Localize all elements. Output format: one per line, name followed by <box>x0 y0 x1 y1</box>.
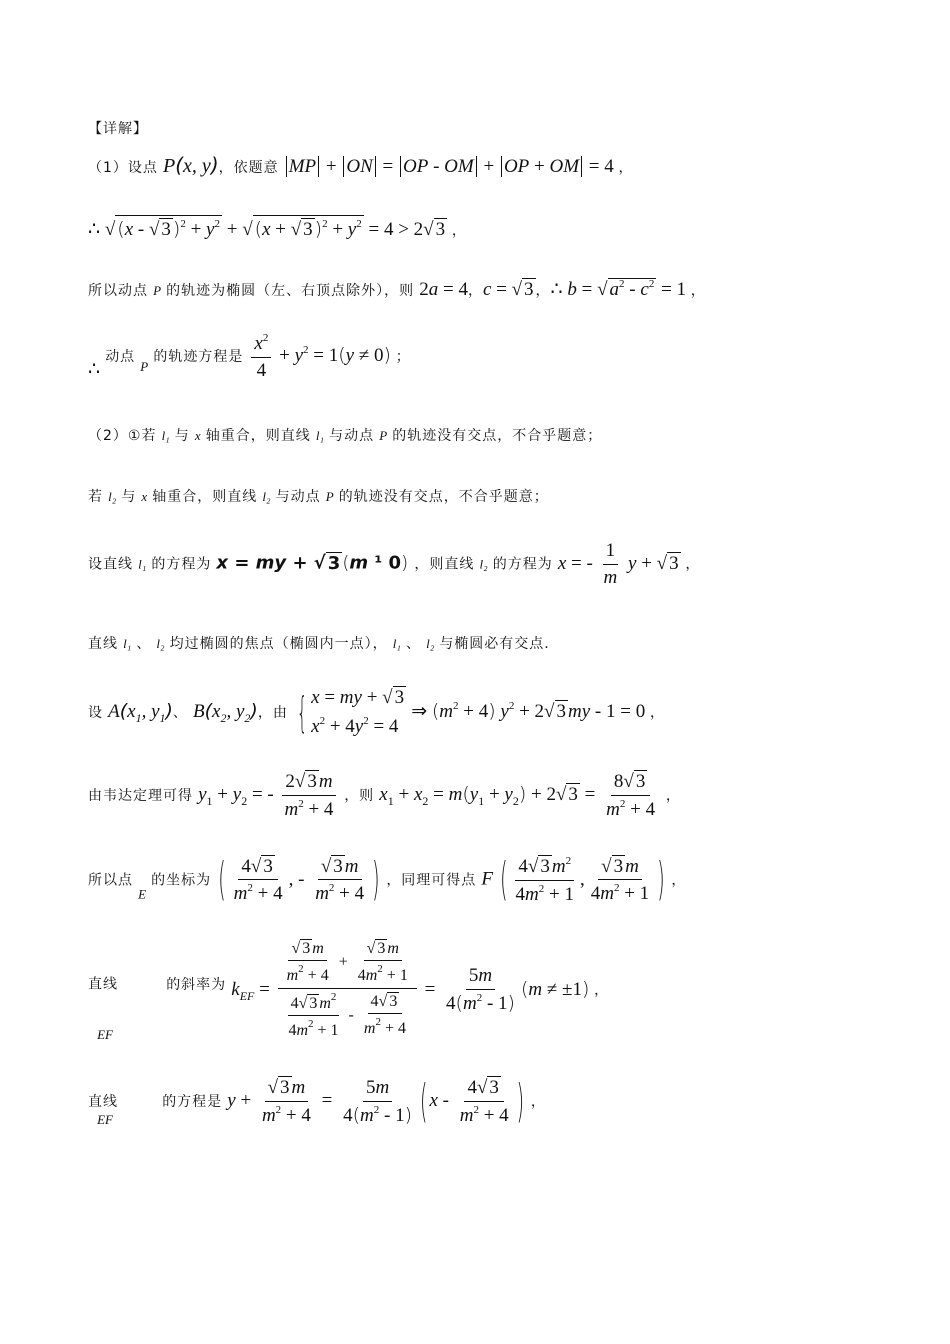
p1-mid: ，依题意 <box>218 160 279 176</box>
p8-l1: l₁ <box>123 636 132 651</box>
p8-l2: l₂ <box>156 636 165 651</box>
p11-ecoord: ( $\frac{4√ 3}{m^2 + 4}$ , - $\frac{√ 3 m}{m^2 + 4}$ ) <box>218 853 380 907</box>
p3-end: ， <box>690 283 706 299</box>
p6-t5: 的轨迹没有交点，不合乎题意； <box>338 489 549 505</box>
paragraph-5 <box>88 425 890 445</box>
paragraph-7 <box>88 540 890 589</box>
p10-t2: ，则 <box>344 788 375 805</box>
p6-l2b: l₂ <box>262 489 271 504</box>
p9-sep: 、 <box>172 705 188 721</box>
p8-t2: 均过椭圆的焦点（椭圆内一点）， <box>169 636 388 652</box>
p13-end: ， <box>530 1094 546 1111</box>
p8-sep: 、 <box>136 636 152 652</box>
paragraph-1 <box>88 153 890 178</box>
p7-t4: 的方程为 <box>492 556 553 573</box>
p5-t2: 与 <box>174 428 190 444</box>
p11-point-f: F <box>481 868 494 890</box>
p7-eq1: x = my + √ 3 (m ¹ 0) <box>216 552 409 574</box>
p11-fcoord: ( $\frac{4√ 3 m^2}{4m^2 + 1}$ , $\frac{√ 3 m}{4m^2 + 1}$ ) <box>500 853 665 907</box>
p9-point-b: $B(x_2$, $y_2$) <box>193 700 258 725</box>
p8-l2b: l₂ <box>426 636 435 651</box>
p5-t4: 与动点 <box>329 428 375 444</box>
p12-t2: 的斜率为 <box>166 976 227 993</box>
p2-expr: ∴ √ (x - √ 3 )$^2 + y^2$ + √ (x + √ 3 )$^2 + y^2 = 4 > 2√$ 3 <box>88 215 452 240</box>
p1-expr: MP + ON = OP - OM + OP + OM = 4 <box>284 156 619 177</box>
p9-brace: { <box>296 687 308 738</box>
paragraph-2 <box>88 218 890 241</box>
p4-point-p: P <box>140 359 149 375</box>
p6-t2: 与 <box>121 489 137 505</box>
p8-t1: 直线 <box>88 636 118 652</box>
paragraph-10 <box>88 771 890 821</box>
p6-t4: 与动点 <box>275 489 321 505</box>
p3-text2: 的轨迹为椭圆（左、右顶点除外），则 <box>166 283 415 299</box>
p9-sys2: $x^2 + 4y^2 = 4$ <box>311 714 399 737</box>
p4-therefore: ∴ <box>88 359 101 381</box>
p6-t3: 轴重合，则直线 <box>152 489 258 505</box>
p7-t2: 的方程为 <box>151 556 212 573</box>
header-label: 【详解】 <box>88 121 148 137</box>
p7-t3: ，则直线 <box>414 556 475 573</box>
p13-t1: 直线 <box>88 1094 118 1111</box>
p6-point-p: P <box>325 489 334 504</box>
p6-l2: l₂ <box>108 489 117 504</box>
p9-sys1: x = my + √ 3 <box>311 687 405 708</box>
p4-text2: 的轨迹方程是 <box>153 349 244 366</box>
paragraph-3 <box>88 278 890 301</box>
p13-eq: y + $\frac{√ 3 m}{m^2 + 4}$ = $\frac{5m}{4(m^2 - 1)}$ ( x - $\frac{4√ 3}{m^2 + 4}$ ) <box>227 1075 525 1129</box>
p8-sep2: 、 <box>405 636 421 652</box>
p1-point: P(x, y) <box>163 153 219 177</box>
p7-l2: l₂ <box>479 556 488 572</box>
p10-t1: 由韦达定理可得 <box>88 788 193 805</box>
p11-t2: 的坐标为 <box>151 872 212 889</box>
p7-t1: 设直线 <box>88 556 133 573</box>
p12-t1: 直线 <box>88 976 118 993</box>
p8-t3: 与椭圆必有交点. <box>439 636 550 652</box>
section-header <box>88 118 890 138</box>
p3-point-p: P <box>153 283 162 298</box>
p9-point-a: $A(x_1$, $y_1$) <box>108 700 173 725</box>
p12-slope: $k_{EF}$ = $\frac{√ 3 m}{m^2 + 4}$ + $\frac{√ 3 m}{4m^2 + 1}$ $\frac{4√ 3 m^2}{4m^2 + 1}$ - $\frac{4√ 3}{m^2 + 4}$ = $\frac{5m}{4(m^2 - 1)}$ (m ≠ ±1) <box>231 940 590 1040</box>
p9-system <box>311 684 406 741</box>
paragraph-4 <box>88 332 890 382</box>
p4-text1: 动点 <box>105 349 136 366</box>
paragraph-12: 直线 EF 的斜率为 $k_{EF}$ = $\frac{√ 3 m}{m^2 + 4}$ + $\frac{√ 3 m}{4m^2 + 1}$ $\frac{4√ 3 m^2}{4m^2 + 1}$ - $\frac{4√ 3}{m^2 + 4}$ = $\frac{5m}{4(m^2 - 1)}$ (m ≠ ±1) ， <box>88 940 610 1042</box>
p6-t1: 若 <box>88 489 103 505</box>
p4-expr: $\frac{x^2}{4}$ + $y^2 = 1(y \ne 0)$ <box>248 345 395 366</box>
p11-t3: ，同理可得点 <box>386 872 477 889</box>
p5-point-p: P <box>379 428 388 443</box>
p11-point-e: E <box>138 886 147 902</box>
p11-t1: 所以点 <box>88 872 133 889</box>
p10-e2: $x_1 + x_2 = m(y_1 + y_2) + 2√$ 3 = $\frac{8√ 3}{m^2 + 4}$ <box>379 771 656 820</box>
p9-expr: ⇒ $(m^2 + 4) y^2 + 2√$ 3 my - 1 = 0 <box>411 700 650 722</box>
p7-end: ， <box>685 556 701 573</box>
p9-t2: ，由 <box>257 705 288 721</box>
p10-end: ， <box>665 788 681 805</box>
p3-expr: 2a = 4，c = √ 3 ，∴ b = √ $a^2 - c^2 = 1$ <box>419 278 691 300</box>
p6-x: x <box>141 489 148 504</box>
p4-end: ； <box>395 349 411 366</box>
p3-text1: 所以动点 <box>88 283 148 299</box>
p5-l1b: l₁ <box>315 428 324 443</box>
p8-l1b: l₁ <box>392 636 401 651</box>
p5-t5: 的轨迹没有交点，不合乎题意； <box>392 428 603 444</box>
paragraph-9 <box>88 684 890 741</box>
paragraph-8 <box>88 633 890 653</box>
p1-end: ， <box>618 160 634 176</box>
p10-e1: $y_1 + y_2$ = - $\frac{2√ 3 m}{m^2 + 4}$ <box>198 784 344 805</box>
paragraph-13: 直线 EF 的方程是 y + $\frac{√ 3 m}{m^2 + 4}$ = $\frac{5m}{4(m^2 - 1)}$ ( x - $\frac{4√ 3}{m^2 + 4}$ ) ， <box>88 1075 546 1129</box>
paragraph-6 <box>88 486 890 506</box>
p5-x: x <box>194 428 201 443</box>
p5-t1: （2）①若 <box>88 428 157 444</box>
p7-eq2: x = - $\frac{1}{m}$ y + √ 3 <box>557 540 679 588</box>
p5-t3: 轴重合，则直线 <box>205 428 311 444</box>
p12-end: ， <box>594 982 610 999</box>
p1-intro: （1）设点 <box>88 160 158 176</box>
p2-end: ， <box>451 223 467 239</box>
p9-t1: 设 <box>88 705 103 721</box>
p11-end: ， <box>671 872 687 889</box>
p9-end: ， <box>649 705 665 721</box>
paragraph-11 <box>88 855 890 906</box>
p13-t2: 的方程是 <box>162 1094 223 1111</box>
p7-l1: l₁ <box>138 556 147 572</box>
p5-l1: l₁ <box>161 428 170 443</box>
